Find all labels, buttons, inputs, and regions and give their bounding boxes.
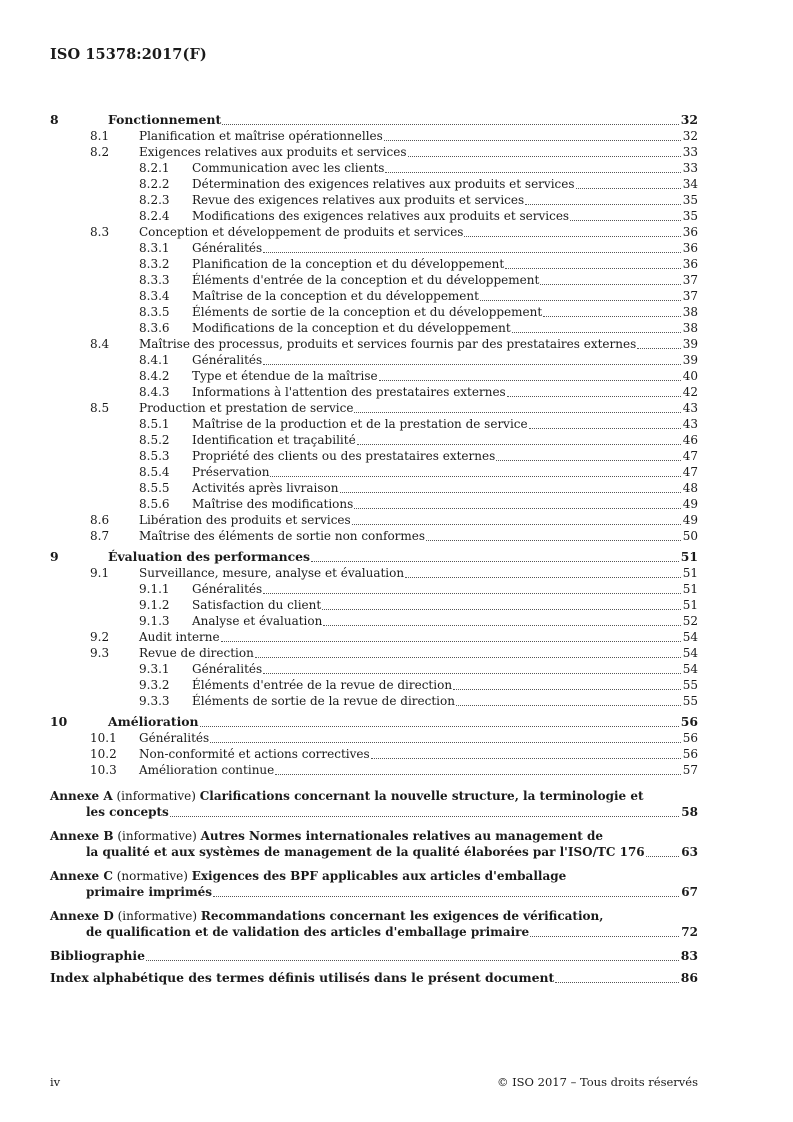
toc-entry[interactable] xyxy=(50,352,698,368)
dot-leader xyxy=(505,267,681,269)
dot-leader xyxy=(453,688,681,690)
toc-entry-title: Analyse et évaluation xyxy=(192,614,323,628)
dot-leader xyxy=(525,203,681,205)
toc-annex-entry[interactable] xyxy=(50,828,698,860)
dot-leader xyxy=(275,773,680,775)
toc-entry-title: Planification de la conception et du développement xyxy=(192,257,505,271)
dot-leader xyxy=(221,640,681,642)
toc-entry[interactable] xyxy=(50,400,698,416)
toc-entry[interactable] xyxy=(50,661,698,677)
toc-entry-title: Communication avec les clients xyxy=(192,161,385,175)
toc-entry-number: 8.5.6 xyxy=(139,497,170,511)
dot-leader xyxy=(263,672,681,674)
toc-entry[interactable] xyxy=(50,762,698,778)
toc-entry-title: Maîtrise des modifications xyxy=(192,497,354,511)
toc-entry-number: 9.1.3 xyxy=(139,614,170,628)
toc-entry-page: 37 xyxy=(682,273,698,287)
dot-leader xyxy=(570,219,681,221)
toc-entry-title: Amélioration continue xyxy=(139,763,275,777)
toc-entry-number: 8.4 xyxy=(90,337,110,351)
toc-entry[interactable] xyxy=(50,224,698,240)
toc-entry-page: 55 xyxy=(682,678,698,692)
toc-entry-title: Satisfaction du client xyxy=(192,598,322,612)
annex-label: Annexe A xyxy=(50,789,113,803)
toc-entry-number: 8.3.5 xyxy=(139,305,170,319)
dot-leader xyxy=(379,379,681,381)
dot-leader xyxy=(507,395,681,397)
dot-leader xyxy=(408,155,681,157)
toc-entry-number: 8.2.2 xyxy=(139,177,170,191)
toc-entry-number: 8.2.4 xyxy=(139,209,170,223)
toc-entry-page: 55 xyxy=(682,694,698,708)
toc-entry[interactable] xyxy=(50,368,698,384)
toc-entry-page: 51 xyxy=(680,549,698,564)
toc-entry[interactable] xyxy=(50,480,698,496)
toc-entry-page: 39 xyxy=(682,337,698,351)
toc-entry[interactable] xyxy=(50,528,698,544)
toc-entry-number: 8.2.1 xyxy=(139,161,170,175)
dot-leader xyxy=(496,459,680,461)
toc-entry-page: 51 xyxy=(682,566,698,580)
toc-entry[interactable] xyxy=(50,645,698,661)
annex-kind: (informative) xyxy=(117,829,197,843)
toc-entry-number: 8.3.2 xyxy=(139,257,170,271)
toc-entry-number: 9.2 xyxy=(90,630,110,644)
toc-entry-page: 36 xyxy=(682,241,698,255)
toc-entry[interactable] xyxy=(50,336,698,352)
toc-entry-number: 8.2 xyxy=(90,145,110,159)
toc-entry-title: Éléments de sortie de la revue de direction xyxy=(192,694,455,708)
toc-entry-title: Libération des produits et services xyxy=(139,513,351,527)
dot-leader xyxy=(384,139,681,141)
dot-leader xyxy=(200,725,679,727)
toc-entry-page: 54 xyxy=(682,630,698,644)
toc-entry-title: Surveillance, mesure, analyse et évaluation xyxy=(139,566,405,580)
dot-leader xyxy=(540,283,680,285)
document-identifier: ISO 15378:2017(F) xyxy=(50,46,207,63)
toc-entry-page: 54 xyxy=(682,646,698,660)
toc-entry-title: Revue des exigences relatives aux produits et services xyxy=(192,193,525,207)
toc-entry[interactable] xyxy=(50,256,698,272)
annex-page: 63 xyxy=(681,845,698,859)
toc-entry-number: 8.2.3 xyxy=(139,193,170,207)
toc-entry-title: Identification et traçabilité xyxy=(192,433,356,447)
dot-leader xyxy=(354,411,680,413)
toc-entry[interactable] xyxy=(50,677,698,693)
toc-entry-number: 8.1 xyxy=(90,129,110,143)
toc-entry-number: 8 xyxy=(50,112,59,127)
toc-entry[interactable] xyxy=(50,597,698,613)
dot-leader xyxy=(340,491,681,493)
toc-entry-number: 8.3.4 xyxy=(139,289,170,303)
toc-entry-title: Activités après livraison xyxy=(192,481,339,495)
toc-entry-title: Production et prestation de service xyxy=(139,401,354,415)
toc-entry-page: 47 xyxy=(682,449,698,463)
toc-entry-number: 8.5.1 xyxy=(139,417,170,431)
annex-kind: (normative) xyxy=(116,869,188,883)
toc-entry[interactable] xyxy=(50,693,698,709)
toc-entry-number: 8.6 xyxy=(90,513,110,527)
dot-leader xyxy=(323,624,680,626)
toc-entry-title: Généralités xyxy=(139,731,210,745)
toc-entry[interactable] xyxy=(50,629,698,645)
dot-leader xyxy=(555,981,679,983)
toc-entry-title: Conception et développement de produits et services xyxy=(139,225,464,239)
toc-entry-title: Détermination des exigences relatives aux produits et services xyxy=(192,177,575,191)
dot-leader xyxy=(270,475,680,477)
toc-entry-number: 10 xyxy=(50,714,68,729)
dot-leader xyxy=(146,959,679,961)
toc-entry-page: 49 xyxy=(682,497,698,511)
toc-entry[interactable] xyxy=(50,581,698,597)
toc-entry-number: 8.5.4 xyxy=(139,465,170,479)
toc-entry-number: 9.3.3 xyxy=(139,694,170,708)
dot-leader xyxy=(170,815,680,817)
toc-entry[interactable] xyxy=(50,549,698,565)
dot-leader xyxy=(646,855,680,857)
toc-entry-title: Généralités xyxy=(192,241,263,255)
toc-entry[interactable] xyxy=(50,272,698,288)
annex-kind: (informative) xyxy=(116,789,196,803)
annex-title-line2: la qualité et aux systèmes de management de la qualité élaborées par l'ISO/TC 176 xyxy=(86,845,645,859)
toc-entry[interactable] xyxy=(50,384,698,400)
annex-label: Annexe C xyxy=(50,869,113,883)
dot-leader xyxy=(210,741,681,743)
dot-leader xyxy=(213,895,679,897)
toc-bibliography-entry[interactable] xyxy=(50,948,698,964)
toc-entry-page: 56 xyxy=(680,714,698,729)
toc-entry[interactable] xyxy=(50,746,698,762)
annex-page: 72 xyxy=(681,925,698,939)
toc-entry[interactable] xyxy=(50,144,698,160)
toc-entry-page: 86 xyxy=(680,970,698,985)
toc-entry-number: 8.4.2 xyxy=(139,369,170,383)
annex-label: Annexe B xyxy=(50,829,114,843)
toc-entry-number: 9.1.1 xyxy=(139,582,170,596)
toc-entry-page: 34 xyxy=(682,177,698,191)
toc-entry[interactable] xyxy=(50,448,698,464)
toc-entry-page: 48 xyxy=(682,481,698,495)
dot-leader xyxy=(263,251,681,253)
toc-entry[interactable] xyxy=(50,496,698,512)
toc-entry-title: Fonctionnement xyxy=(108,112,222,127)
dot-leader xyxy=(357,443,681,445)
dot-leader xyxy=(255,656,681,658)
toc-entry[interactable] xyxy=(50,464,698,480)
copyright-notice: © ISO 2017 – Tous droits réservés xyxy=(496,1075,698,1089)
toc-entry-title: Planification et maîtrise opérationnelles xyxy=(139,129,383,143)
toc-entry-title: Généralités xyxy=(192,662,263,676)
dot-leader xyxy=(543,315,681,317)
toc-entry-page: 56 xyxy=(682,731,698,745)
toc-entry[interactable] xyxy=(50,416,698,432)
annex-title-line1: Autres Normes internationales relatives au management de xyxy=(200,829,604,843)
dot-leader xyxy=(385,171,680,173)
toc-entry-number: 8.4.3 xyxy=(139,385,170,399)
toc-entry-number: 9.3.2 xyxy=(139,678,170,692)
toc-entry-title: Informations à l'attention des prestataires externes xyxy=(192,385,506,399)
toc-entry-title: Audit interne xyxy=(139,630,220,644)
toc-entry[interactable] xyxy=(50,613,698,629)
toc-entry-page: 57 xyxy=(682,763,698,777)
dot-leader xyxy=(352,523,681,525)
toc-entry-number: 8.5.5 xyxy=(139,481,170,495)
toc-entry[interactable] xyxy=(50,714,698,730)
toc-entry-title: Maîtrise de la conception et du développement xyxy=(192,289,479,303)
toc-entry-title: Index alphabétique des termes définis utilisés dans le présent document xyxy=(50,970,555,985)
dot-leader xyxy=(456,704,681,706)
toc-entry-page: 54 xyxy=(682,662,698,676)
toc-entry-title: Évaluation des performances xyxy=(108,549,311,564)
toc-entry-page: 56 xyxy=(682,747,698,761)
toc-entry-page: 35 xyxy=(682,209,698,223)
toc-entry-page: 33 xyxy=(682,145,698,159)
toc-entry-title: Propriété des clients ou des prestataires externes xyxy=(192,449,496,463)
toc-entry-number: 8.3 xyxy=(90,225,110,239)
toc-entry-title: Revue de direction xyxy=(139,646,254,660)
toc-entry[interactable] xyxy=(50,565,698,581)
toc-entry-number: 8.3.6 xyxy=(139,321,170,335)
toc-entry-page: 40 xyxy=(682,369,698,383)
toc-entry-number: 9.3 xyxy=(90,646,110,660)
toc-entry[interactable] xyxy=(50,730,698,746)
toc-entry-page: 36 xyxy=(682,257,698,271)
toc-entry-number: 8.5.2 xyxy=(139,433,170,447)
toc-entry-page: 46 xyxy=(682,433,698,447)
toc-entry-page: 32 xyxy=(682,129,698,143)
toc-entry-title: Éléments d'entrée de la conception et du développement xyxy=(192,273,540,287)
toc-entry-title: Exigences relatives aux produits et services xyxy=(139,145,407,159)
toc-entry-title: Bibliographie xyxy=(50,948,146,963)
dot-leader xyxy=(263,592,681,594)
annex-title-line1: Recommandations concernant les exigences de vérification, xyxy=(200,909,604,923)
toc-entry-page: 43 xyxy=(682,401,698,415)
toc-entry-page: 35 xyxy=(682,193,698,207)
toc-entry-page: 33 xyxy=(682,161,698,175)
toc-entry-number: 9.1 xyxy=(90,566,110,580)
toc-entry-page: 51 xyxy=(682,598,698,612)
toc-index-entry[interactable] xyxy=(50,970,698,986)
toc-entry[interactable] xyxy=(50,304,698,320)
toc-entry-title: Maîtrise de la production et de la prestation de service xyxy=(192,417,528,431)
toc-entry[interactable] xyxy=(50,288,698,304)
toc-entry-page: 39 xyxy=(682,353,698,367)
toc-entry-title: Généralités xyxy=(192,582,263,596)
toc-entry-page: 52 xyxy=(682,614,698,628)
toc-annex-entry[interactable] xyxy=(50,908,698,940)
dot-leader xyxy=(512,331,681,333)
dot-leader xyxy=(311,560,679,562)
dot-leader xyxy=(263,363,681,365)
toc-entry-number: 10.1 xyxy=(90,731,117,745)
dot-leader xyxy=(405,576,681,578)
toc-entry-title: Préservation xyxy=(192,465,270,479)
toc-annex-entry[interactable] xyxy=(50,868,698,900)
annex-title-line2: de qualification et de validation des articles d'emballage primaire xyxy=(86,925,530,939)
toc-entry-number: 8.5.3 xyxy=(139,449,170,463)
dot-leader xyxy=(322,608,681,610)
toc-entry-title: Modifications des exigences relatives aux produits et services xyxy=(192,209,570,223)
toc-entry-page: 38 xyxy=(682,321,698,335)
dot-leader xyxy=(637,347,680,349)
annex-page: 58 xyxy=(681,805,698,819)
dot-leader xyxy=(371,757,681,759)
annex-page: 67 xyxy=(681,885,698,899)
toc-entry[interactable] xyxy=(50,160,698,176)
toc-entry-number: 9 xyxy=(50,549,59,564)
toc-entry-title: Éléments de sortie de la conception et du développement xyxy=(192,305,543,319)
toc-entry-page: 83 xyxy=(680,948,698,963)
dot-leader xyxy=(576,187,681,189)
dot-leader xyxy=(529,427,681,429)
toc-entry-page: 37 xyxy=(682,289,698,303)
dot-leader xyxy=(480,299,681,301)
toc-entry-title: Modifications de la conception et du développement xyxy=(192,321,511,335)
toc-entry[interactable] xyxy=(50,192,698,208)
toc-entry-number: 10.2 xyxy=(90,747,117,761)
toc-annex-entry[interactable] xyxy=(50,788,698,820)
page-number: iv xyxy=(50,1075,61,1089)
toc-entry[interactable] xyxy=(50,512,698,528)
toc-entry-title: Éléments d'entrée de la revue de direction xyxy=(192,678,453,692)
toc-entry-number: 8.5 xyxy=(90,401,110,415)
toc-entry[interactable] xyxy=(50,240,698,256)
toc-entry-title: Non-conformité et actions correctives xyxy=(139,747,370,761)
toc-entry-page: 36 xyxy=(682,225,698,239)
toc-entry[interactable] xyxy=(50,208,698,224)
toc-entry-page: 42 xyxy=(682,385,698,399)
dot-leader xyxy=(354,507,680,509)
toc-entry-number: 9.1.2 xyxy=(139,598,170,612)
toc-entry-title: Maîtrise des éléments de sortie non conformes xyxy=(139,529,426,543)
toc-entry-page: 43 xyxy=(682,417,698,431)
toc-entry[interactable] xyxy=(50,128,698,144)
annex-title-line2: les concepts xyxy=(86,805,169,819)
toc-entry-number: 8.4.1 xyxy=(139,353,170,367)
toc-entry-page: 32 xyxy=(680,112,698,127)
toc-entry-title: Amélioration xyxy=(108,714,199,729)
annex-title-line1: Clarifications concernant la nouvelle structure, la terminologie et xyxy=(199,789,644,803)
toc-entry-title: Maîtrise des processus, produits et services fournis par des prestataires externes xyxy=(139,337,637,351)
toc-entry-title: Généralités xyxy=(192,353,263,367)
dot-leader xyxy=(530,935,679,937)
annex-kind: (informative) xyxy=(117,909,198,923)
toc-entry-page: 47 xyxy=(682,465,698,479)
toc-entry-number: 8.3.1 xyxy=(139,241,170,255)
toc-entry-title: Type et étendue de la maîtrise xyxy=(192,369,378,383)
dot-leader xyxy=(222,123,678,125)
toc-entry-page: 51 xyxy=(682,582,698,596)
toc-entry-number: 9.3.1 xyxy=(139,662,170,676)
toc-entry-number: 10.3 xyxy=(90,763,117,777)
annex-title-line2: primaire imprimés xyxy=(86,885,213,899)
toc-entry-number: 8.3.3 xyxy=(139,273,170,287)
toc-entry[interactable] xyxy=(50,432,698,448)
dot-leader xyxy=(464,235,680,237)
toc-entry-number: 8.7 xyxy=(90,529,110,543)
toc-entry[interactable] xyxy=(50,320,698,336)
toc-entry-page: 38 xyxy=(682,305,698,319)
annex-title-line1: Exigences des BPF applicables aux articles d'emballage xyxy=(191,869,567,883)
toc-entry[interactable] xyxy=(50,112,698,128)
toc-entry[interactable] xyxy=(50,176,698,192)
toc-entry-page: 49 xyxy=(682,513,698,527)
dot-leader xyxy=(426,539,681,541)
annex-label: Annexe D xyxy=(50,909,114,923)
toc-entry-page: 50 xyxy=(682,529,698,543)
